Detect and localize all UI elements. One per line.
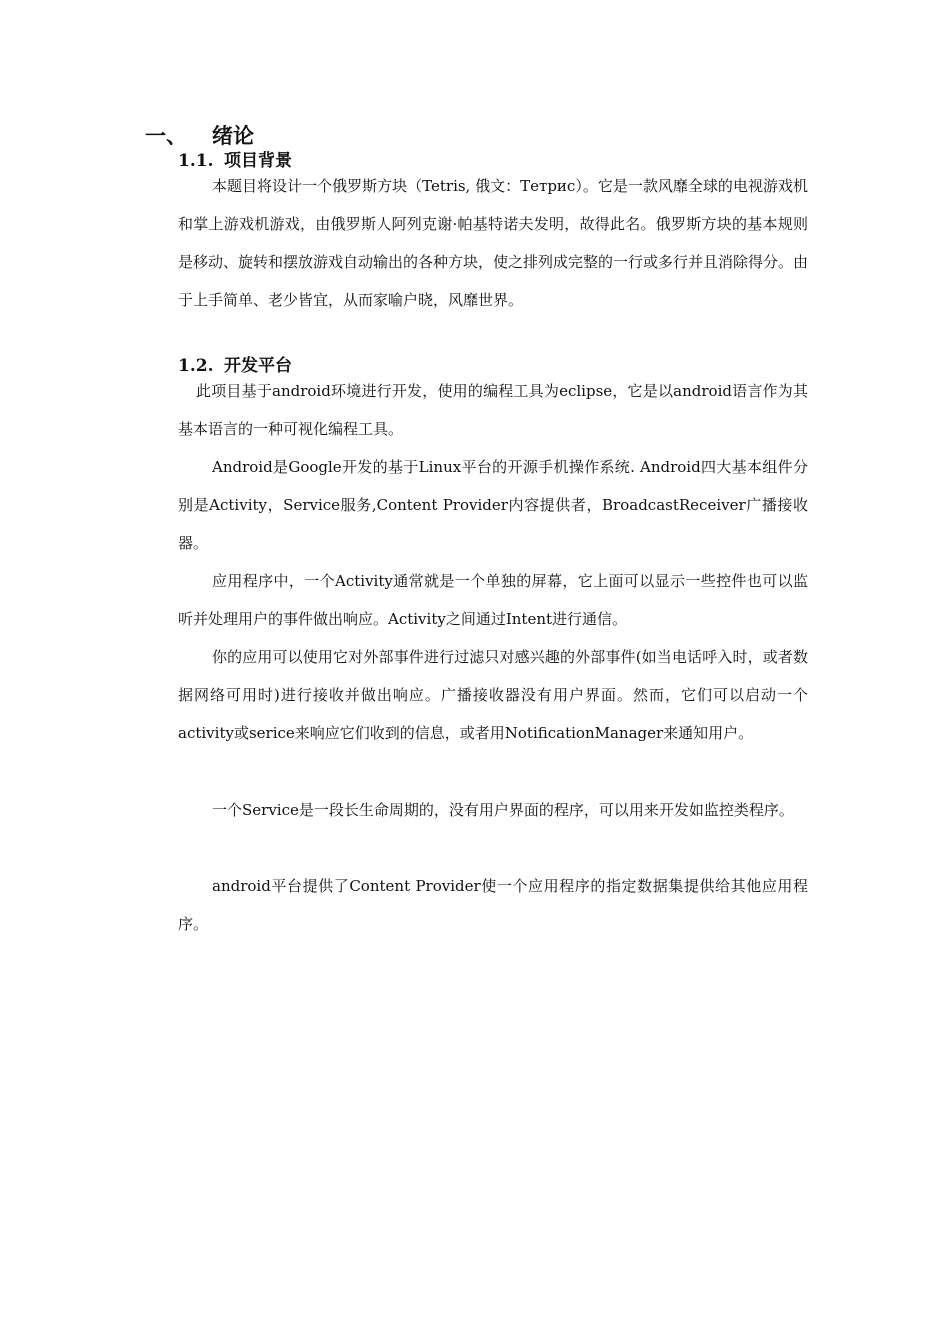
section-number: 1.1.: [178, 151, 214, 171]
chapter-title: 绪论: [212, 123, 254, 148]
paragraph-platform-intro: 此项目基于android环境进行开发，使用的编程工具为eclipse，它是以android语言作为其基本语言的一种可视化编程工具。: [178, 382, 808, 438]
section-title: 项目背景: [224, 151, 292, 171]
paragraph-service: 一个Service是一段长生命周期的，没有用户界面的程序，可以用来开发如监控类程序。: [212, 801, 794, 819]
chapter-number: 一、: [145, 123, 187, 148]
paragraph-broadcast-receiver: 你的应用可以使用它对外部事件进行过滤只对感兴趣的外部事件(如当电话呼入时，或者数据网络可用时)进行接收并做出响应。广播接收器没有用户界面。然而，它们可以启动一个activity或serice来响应它们收到的信息，或者用NotificationManager来通知用户。: [178, 648, 808, 742]
section-number: 1.2.: [178, 356, 214, 376]
paragraph-activity: 应用程序中，一个Activity通常就是一个单独的屏幕，它上面可以显示一些控件也可以监听并处理用户的事件做出响应。Activity之间通过Intent进行通信。: [178, 572, 808, 628]
paragraph-android-components: Android是Google开发的基于Linux平台的开源手机操作系统. Android四大基本组件分别是Activity，Service服务,Content Provider内容提供者，BroadcastReceiver广播接收器。: [178, 458, 808, 552]
section-title: 开发平台: [224, 356, 292, 376]
chapter-heading: [145, 120, 254, 152]
paragraph-content-provider: android平台提供了Content Provider使一个应用程序的指定数据集提供给其他应用程序。: [178, 877, 808, 933]
paragraph-background: 本题目将设计一个俄罗斯方块（Tetris, 俄文：Тетрис）。它是一款风靡全球的电视游戏机和掌上游戏机游戏，由俄罗斯人阿列克谢·帕基特诺夫发明，故得此名。俄罗斯方块的基本规则是移动、旋转和摆放游戏自动输出的各种方块，使之排列成完整的一行或多行并且消除得分。由于上手简单、老少皆宜，从而家喻户晓，风靡世界。: [178, 177, 809, 309]
